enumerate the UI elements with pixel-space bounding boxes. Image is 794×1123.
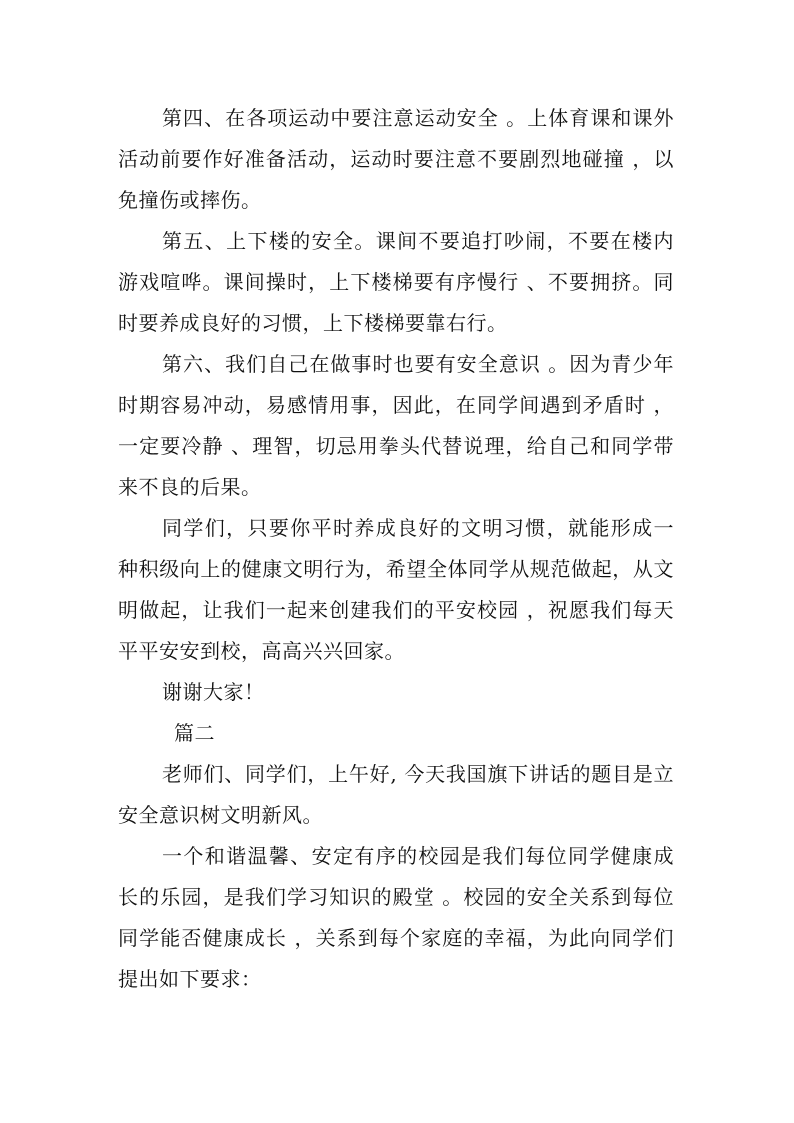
- paragraph-7-civilized-habits: 同学们，只要你平时养成良好的文明习惯，就能形成一种积级向上的健康文明行为，希望全体同学从规范做起，从文明做起，让我们一起来创建我们的平安校园 ，祝愿我们每天平平安安到校，高高兴兴回家。: [118, 516, 674, 663]
- section-2-title: 篇二: [174, 721, 215, 745]
- document-body: [118, 98, 674, 1000]
- paragraph-9-campus-requirements: 一个和谐温馨、安定有序的校园是我们每位同学健康成长的乐园，是我们学习知识的殿堂 。校园的安全关系到每位同学能否健康成长 ，关系到每个家庭的幸福，为此向同学们提出如下要求：: [118, 844, 674, 991]
- paragraph-6-safety-awareness: 第六、我们自己在做事时也要有安全意识 。因为青少年时期容易冲动，易感情用事，因此，在同学间遇到矛盾时 ，一定要冷静 、理智，切忌用拳头代替说理，给自己和同学带来不良的后果。: [118, 352, 674, 499]
- paragraph-8-greeting: 老师们、同学们，上午好, 今天我国旗下讲话的题目是立安全意识树文明新风。: [118, 762, 674, 827]
- paragraph-4-sports-safety: 第四、在各项运动中要注意运动安全 。上体育课和课外活动前要作好准备活动，运动时要注意不要剧烈地碰撞 ，以免撞伤或摔伤。: [118, 106, 674, 212]
- paragraph-5-stairs-safety: 第五、上下楼的安全。课间不要追打吵闹，不要在楼内游戏喧哗。课间操时，上下楼梯要有序慢行 、不要拥挤。同时要养成良好的习惯，上下楼梯要靠右行。: [118, 229, 674, 335]
- thanks-line: 谢谢大家！: [162, 680, 265, 704]
